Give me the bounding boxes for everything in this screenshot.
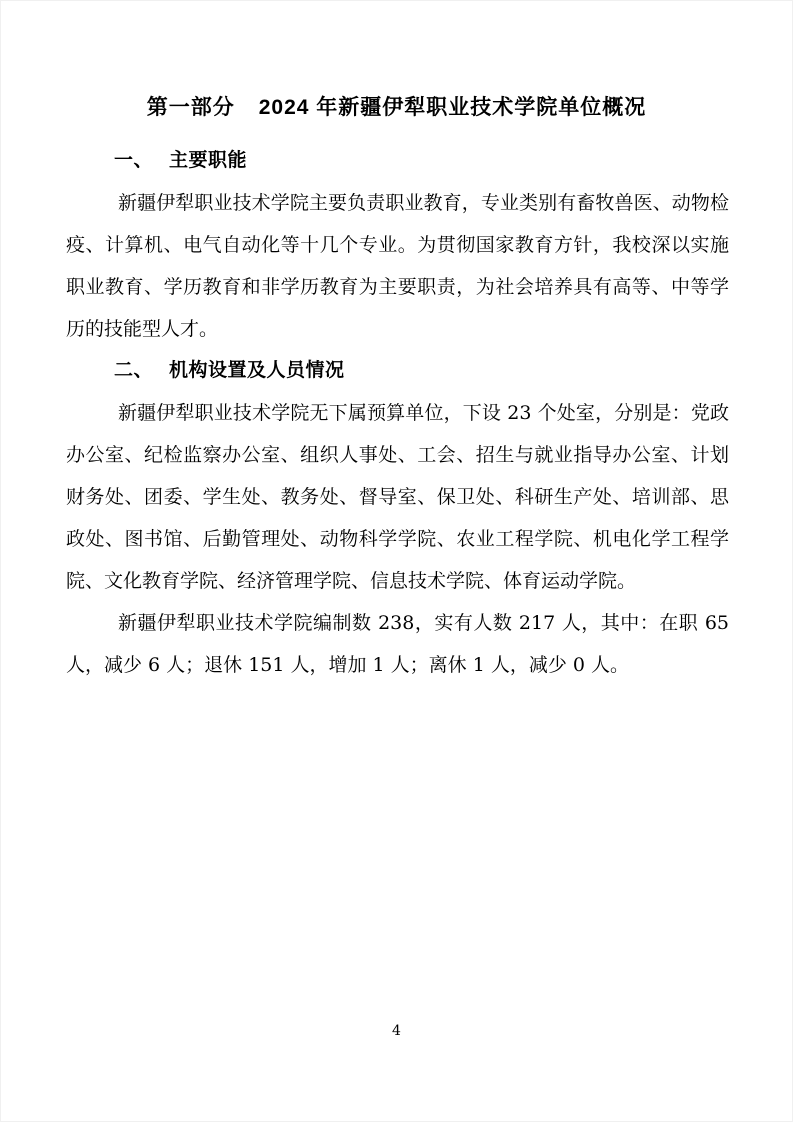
page-number: 4: [392, 1023, 401, 1039]
section-heading-organization-personnel: [66, 350, 729, 392]
page-title: [1, 1, 792, 125]
section-heading-main-functions: [66, 140, 729, 182]
section-2-heading-text: 机构设置及人员情况: [169, 360, 345, 381]
section-1-paragraph: 新疆伊犁职业技术学院主要负责职业教育，专业类别有畜牧兽医、动物检疫、计算机、电气自动化等十几个专业。为贯彻国家教育方针，我校深以实施职业教育、学历教育和非学历教育为主要职责，为社会培养具有高等、中等学历的技能型人才。: [66, 192, 729, 340]
section-2-marker: 二、: [114, 360, 154, 381]
document-body: [66, 140, 729, 686]
section-2-paragraph-departments: 新疆伊犁职业技术学院无下属预算单位，下设 23 个处室，分别是：党政办公室、纪检监察办公室、组织人事处、工会、招生与就业指导办公室、计划财务处、团委、学生处、教务处、督导室、保卫处、科研生产处、培训部、思政处、图书馆、后勤管理处、动物科学学院、农业工程学院、机电化学工程学院、文化教育学院、经济管理学院、信息技术学院、体育运动学院。: [66, 402, 729, 592]
section-1-marker: 一、: [114, 150, 154, 171]
section-1-heading-text: 主要职能: [169, 150, 248, 171]
section-2-paragraph-staffing: 新疆伊犁职业技术学院编制数 238，实有人数 217 人，其中：在职 65 人，减少 6 人；退休 151 人，增加 1 人；离休 1 人，减少 0 人。: [66, 612, 729, 676]
title-part-text: 2024 年新疆伊犁职业技术学院单位概况: [258, 96, 647, 119]
title-part-number: 第一部分: [146, 96, 235, 119]
